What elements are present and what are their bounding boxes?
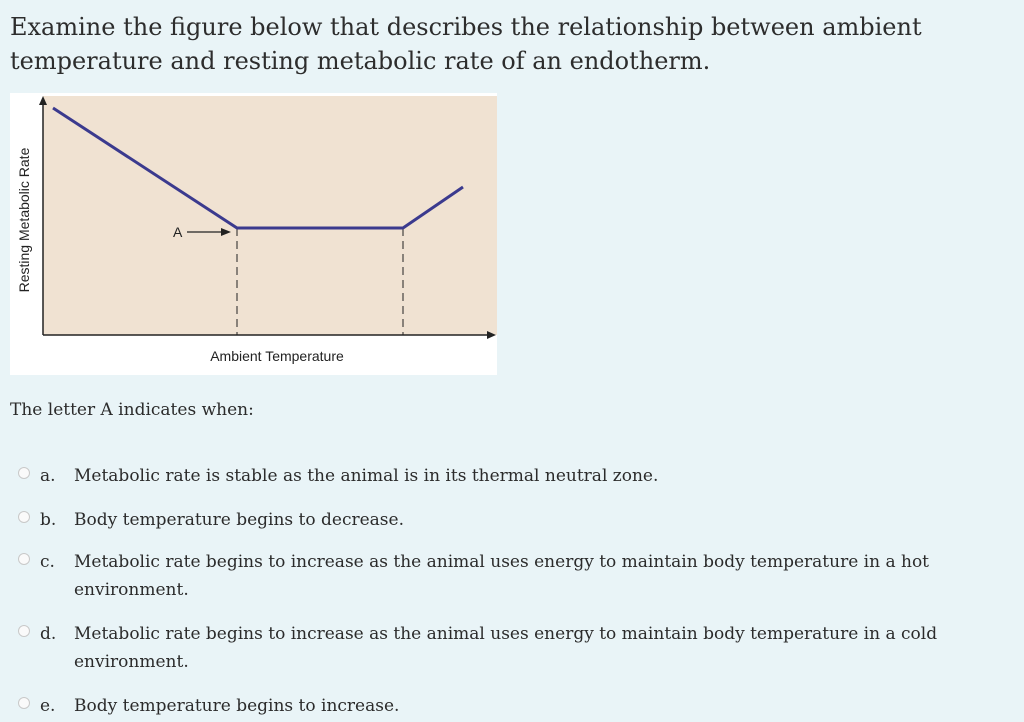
option-text: Metabolic rate is stable as the animal is in its thermal neutral zone. — [74, 466, 659, 486]
plot-background — [43, 96, 497, 335]
radio-b[interactable] — [18, 511, 30, 523]
option-text: Metabolic rate begins to increase as the animal uses energy to maintain body temperature in a hot environment. — [74, 552, 930, 600]
option-letter: e. — [40, 696, 56, 716]
radio-c[interactable] — [18, 553, 30, 565]
radio-e[interactable] — [18, 697, 30, 709]
option-letter: d. — [40, 624, 57, 644]
x-axis-label: Ambient Temperature — [210, 348, 344, 364]
option-letter: c. — [40, 552, 55, 572]
option-letter: b. — [40, 510, 57, 530]
option-text: Body temperature begins to decrease. — [74, 510, 404, 530]
option-text: Metabolic rate begins to increase as the animal uses energy to maintain body temperature in a cold environment. — [74, 624, 938, 672]
option-text: Body temperature begins to increase. — [74, 696, 400, 716]
radio-a[interactable] — [18, 467, 30, 479]
question-prompt: The letter A indicates when: — [10, 400, 254, 420]
y-axis-label: Resting Metabolic Rate — [16, 147, 32, 293]
question-title: Examine the figure below that describes the relationship between ambient temperature and resting metabolic rate of an endotherm. — [10, 13, 922, 75]
radio-d[interactable] — [18, 625, 30, 637]
option-letter: a. — [40, 466, 56, 486]
marker-label-a: A — [173, 224, 183, 240]
figure-svg — [10, 93, 497, 375]
metabolic-rate-figure — [10, 93, 497, 375]
